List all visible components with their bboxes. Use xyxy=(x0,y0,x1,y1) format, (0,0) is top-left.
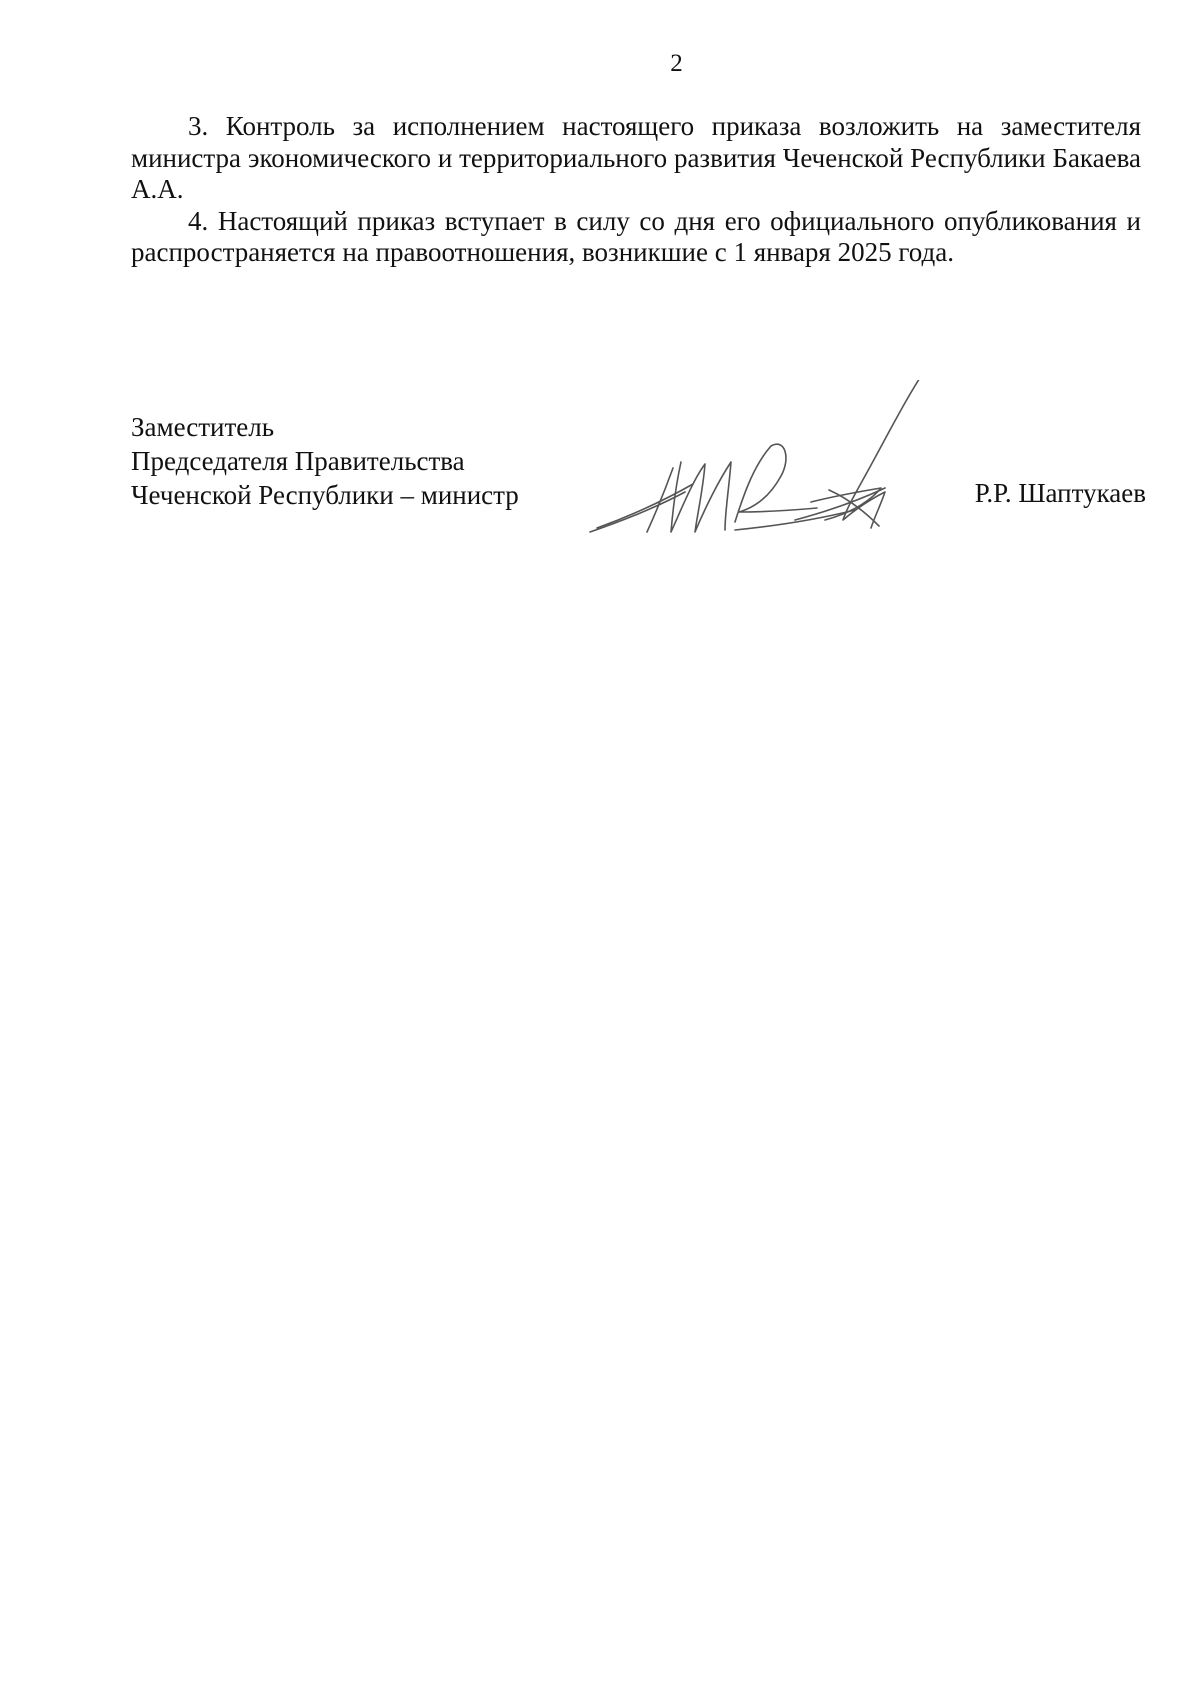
position-line-2: Председателя Правительства xyxy=(131,446,465,476)
position-line-3: Чеченской Республики – министр xyxy=(131,480,519,510)
signatory-position xyxy=(131,410,519,512)
signer-name: Р.Р. Шаптукаев xyxy=(974,478,1146,508)
paragraph-3-text: Контроль за исполнением настоящего приказа возложить на заместителя министра экономического и территориального развития Чеченской Республики Бакаева А.А. xyxy=(131,111,1141,204)
paragraph-4-text: Настоящий приказ вступает в силу со дня его официального опубликования и распространяется на правоотношения, возникшие с 1 января 2025 года. xyxy=(131,205,1142,267)
paragraph-4-number: 4. xyxy=(188,205,209,236)
page-number: 2 xyxy=(670,50,683,77)
handwritten-signature xyxy=(585,380,955,550)
position-line-1: Заместитель xyxy=(131,412,275,442)
paragraph-3 xyxy=(131,111,1141,206)
document-body xyxy=(131,111,1141,269)
paragraph-4 xyxy=(131,206,1141,269)
paragraph-3-number: 3. xyxy=(188,111,209,141)
